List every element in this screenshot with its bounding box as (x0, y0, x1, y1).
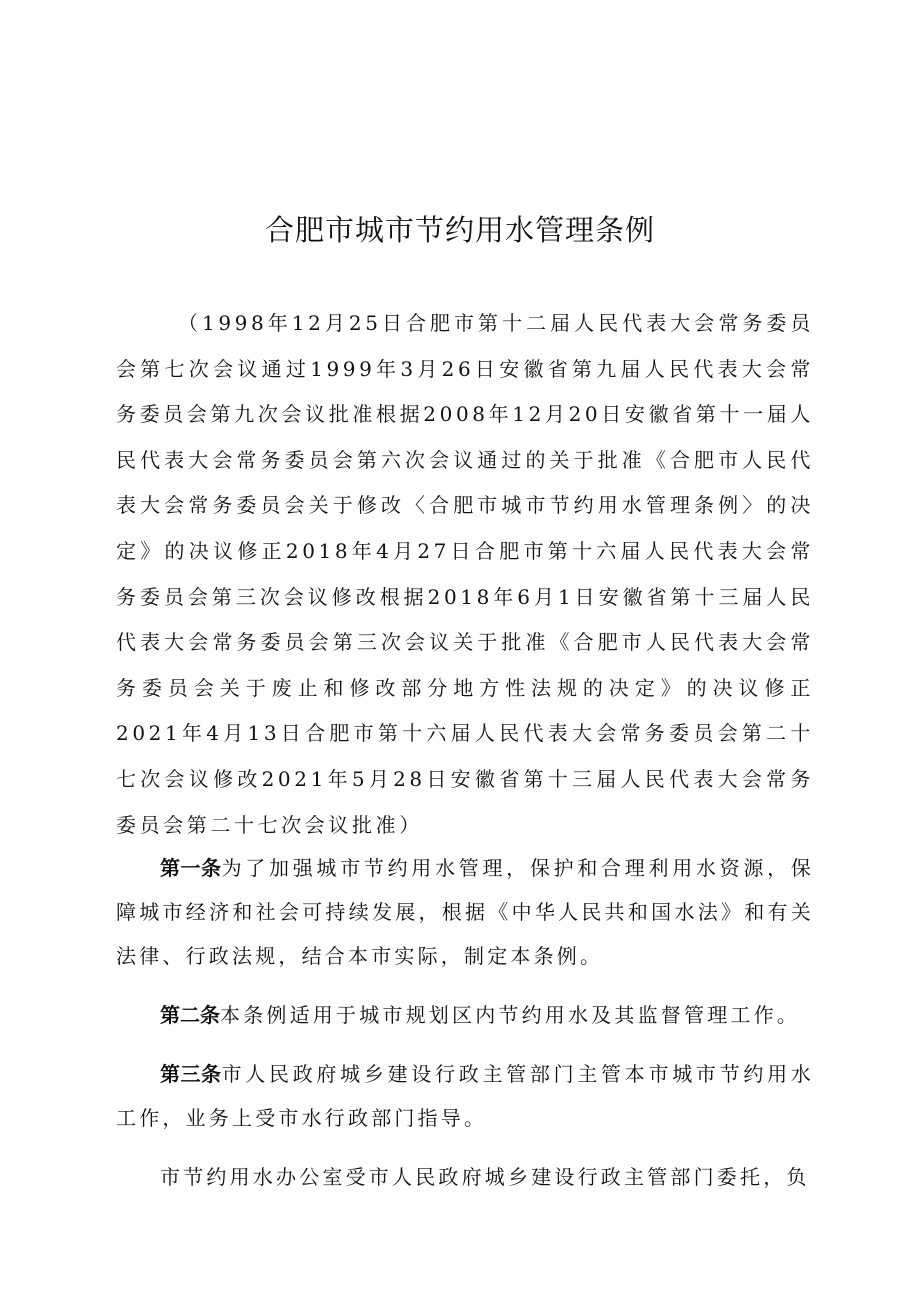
article-3 (116, 1052, 814, 1140)
article-number: 第一条 (160, 856, 222, 880)
article-text: 本条例适用于城市规划区内节约用水及其监督管理工作。 (220, 1003, 800, 1027)
article-1 (116, 846, 814, 978)
article-2 (116, 993, 814, 1037)
article-number: 第二条 (160, 1003, 220, 1027)
article-3-paragraph-2: 市节约用水办公室受市人民政府城乡建设行政主管部门委托，负 (160, 1165, 810, 1189)
article-number: 第三条 (160, 1062, 222, 1086)
article-text: 市人民政府城乡建设行政主管部门主管本市城市节约用水工作，业务上受市水行政部门指导。 (116, 1062, 815, 1130)
legislative-history-note: （1998年12月25日合肥市第十二届人民代表大会常务委员会第七次会议通过1999年3月26日安徽省第九届人民代表大会常务委员会第九次会议批准根据2008年12月20日安徽省第十一届人民代表大会常务委员会第六次会议通过的关于批准《合肥市人民代表大会常务委员会关于修改〈合肥市城市节约用水管理条例〉的决定》的决议修正2018年4月27日合肥市第十六届人民代表大会常务委员会第三次会议修改根据2018年6月1日安徽省第十三届人民代表大会常务委员会第三次会议关于批准《合肥市人民代表大会常务委员会关于废止和修改部分地方性法规的决定》的决议修正2021年4月13日合肥市第十六届人民代表大会常务委员会第二十七次会议修改2021年5月28日安徽省第十三届人民代表大会常务委员会第二十七次会议批准） (116, 311, 814, 837)
article-text: 为了加强城市节约用水管理，保护和合理利用水资源，保障城市经济和社会可持续发展，根据《中华人民共和国水法》和有关法律、行政法规，结合本市实际，制定本条例。 (116, 856, 815, 968)
document-title: 合肥市城市节约用水管理条例 (264, 213, 655, 247)
articles-body (116, 846, 814, 1214)
